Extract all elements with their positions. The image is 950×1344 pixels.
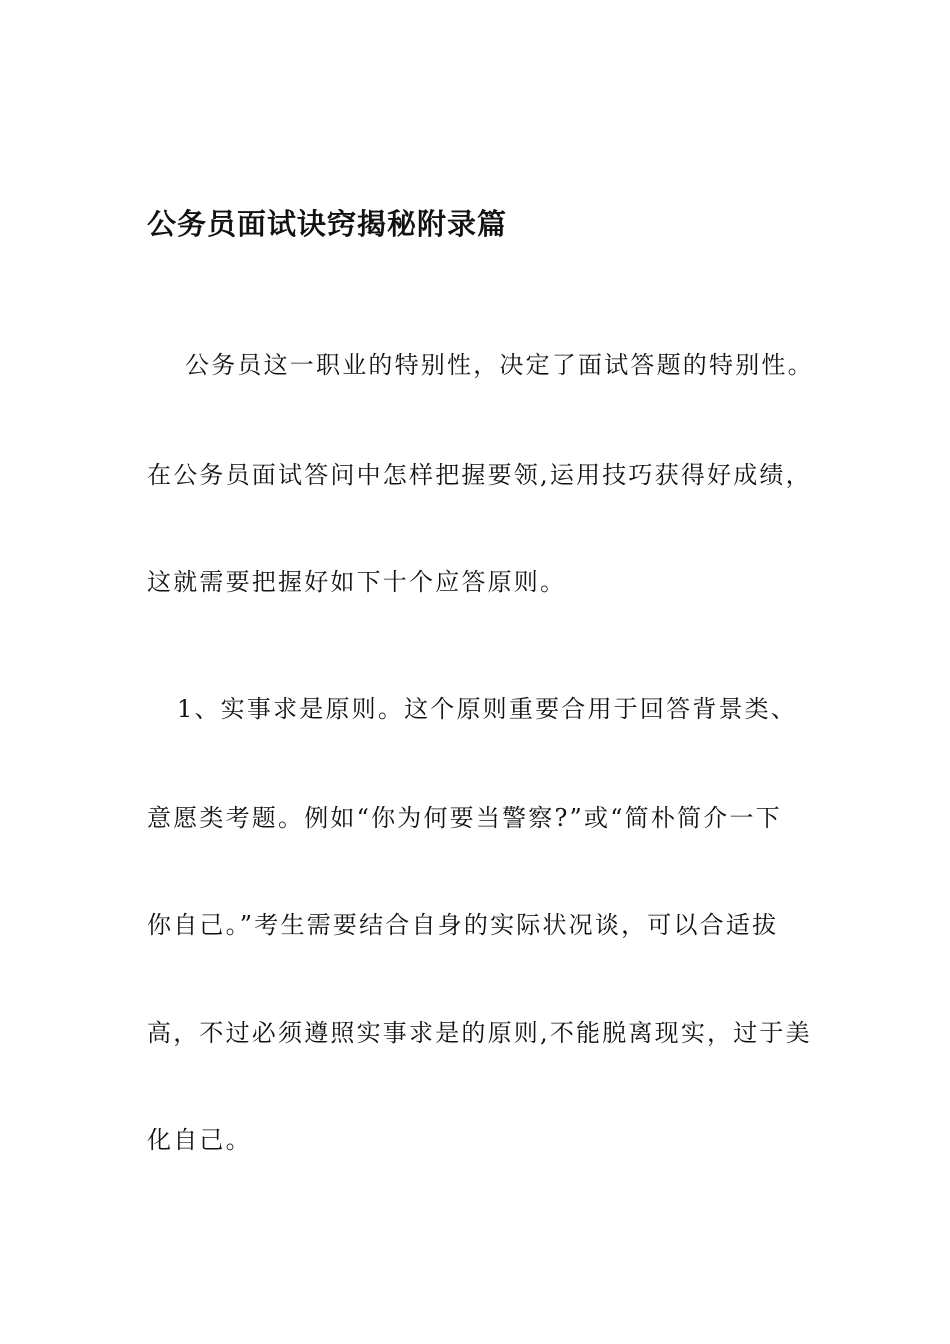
document-title: 公务员面试诀窍揭秘附录篇 — [147, 207, 508, 241]
paragraph-2-line-3: 你自己。”考生需要结合自身的实际状况谈，可以合适拔 — [147, 911, 779, 939]
paragraph-2-line-5: 化自己。 — [147, 1126, 252, 1154]
paragraph-2-line-2: 意愿类考题。例如“你为何要当警察?”或“简朴简介一下 — [147, 804, 782, 832]
paragraph-1-line-2: 在公务员面试答问中怎样把握要领,运用技巧获得好成绩， — [147, 461, 812, 489]
paragraph-1-line-1: 公务员这一职业的特别性，决定了面试答题的特别性。 — [185, 351, 814, 379]
paragraph-1-line-3: 这就需要把握好如下十个应答原则。 — [147, 568, 567, 596]
paragraph-2-line-4: 高，不过必须遵照实事求是的原则,不能脱离现实，过于美 — [147, 1019, 812, 1047]
paragraph-2-line-1: 1、实事求是原则。这个原则重要合用于回答背景类、 — [177, 695, 798, 723]
